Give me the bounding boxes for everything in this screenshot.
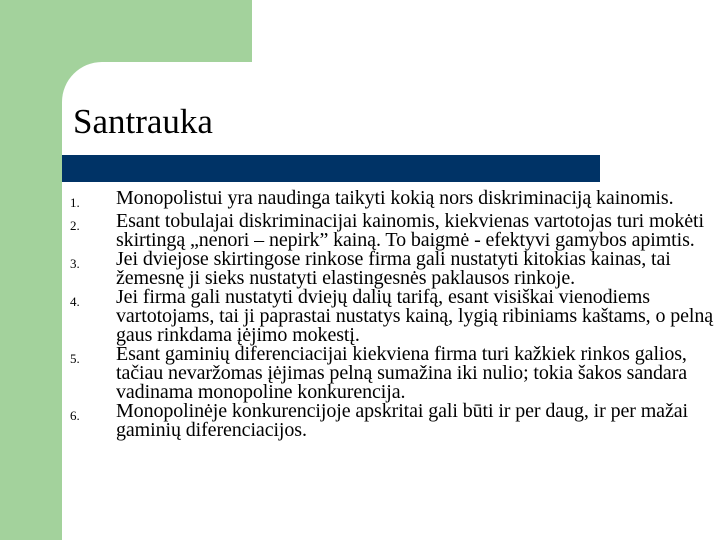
- list-item: [70, 212, 720, 250]
- list-item-text: Jei dviejose skirtingose rinkose firma gali nustatyti kitokias kainas, tai žemesnę ji sieks nustatyti elastingesnės paklausos rinkoje.: [116, 248, 671, 289]
- list-item-text: Esant gaminių diferenciacijai kiekviena firma turi kažkiek rinkos galios, tačiau nevaržomas įėjimas pelną sumažina iki nulio; tokia šakos sandara vadinama monopoline konkurencija.: [116, 343, 688, 403]
- title-underline-bar: [62, 155, 600, 182]
- list-item-number: 2.: [70, 218, 80, 233]
- list-item-number: 4.: [70, 294, 80, 309]
- list-item-text: Jei firma gali nustatyti dviejų dalių tarifą, esant visiškai vienodiems vartotojams, tai ji paprastai nustatys kainą, lygią ribiniams kaštams, o pelną gaus rinkdama įėjimo mokestį.: [116, 286, 714, 346]
- list-item: [70, 345, 720, 402]
- list-item-number: 1.: [70, 195, 80, 210]
- list-item: [70, 189, 720, 212]
- list-item: [70, 402, 720, 440]
- summary-list: [70, 189, 720, 440]
- list-item: [70, 250, 720, 288]
- slide-title: Santrauka: [73, 102, 213, 141]
- list-item-number: 3.: [70, 256, 80, 271]
- list-item-text: Monopolinėje konkurencijoje apskritai gali būti ir per daug, ir per mažai gaminių diferenciacijos.: [116, 400, 688, 441]
- list-item-text: Esant tobulajai diskriminacijai kainomis, kiekvienas vartotojas turi mokėti skirtingą „nenori – nepirk” kainą. To baigmė - efektyvi gamybos apimtis.: [116, 210, 704, 251]
- list-item-number: 5.: [70, 351, 80, 366]
- list-item: [70, 288, 720, 345]
- list-item-text: Monopolistui yra naudinga taikyti kokią nors diskriminaciją kainomis.: [116, 187, 674, 209]
- list-item-number: 6.: [70, 408, 80, 423]
